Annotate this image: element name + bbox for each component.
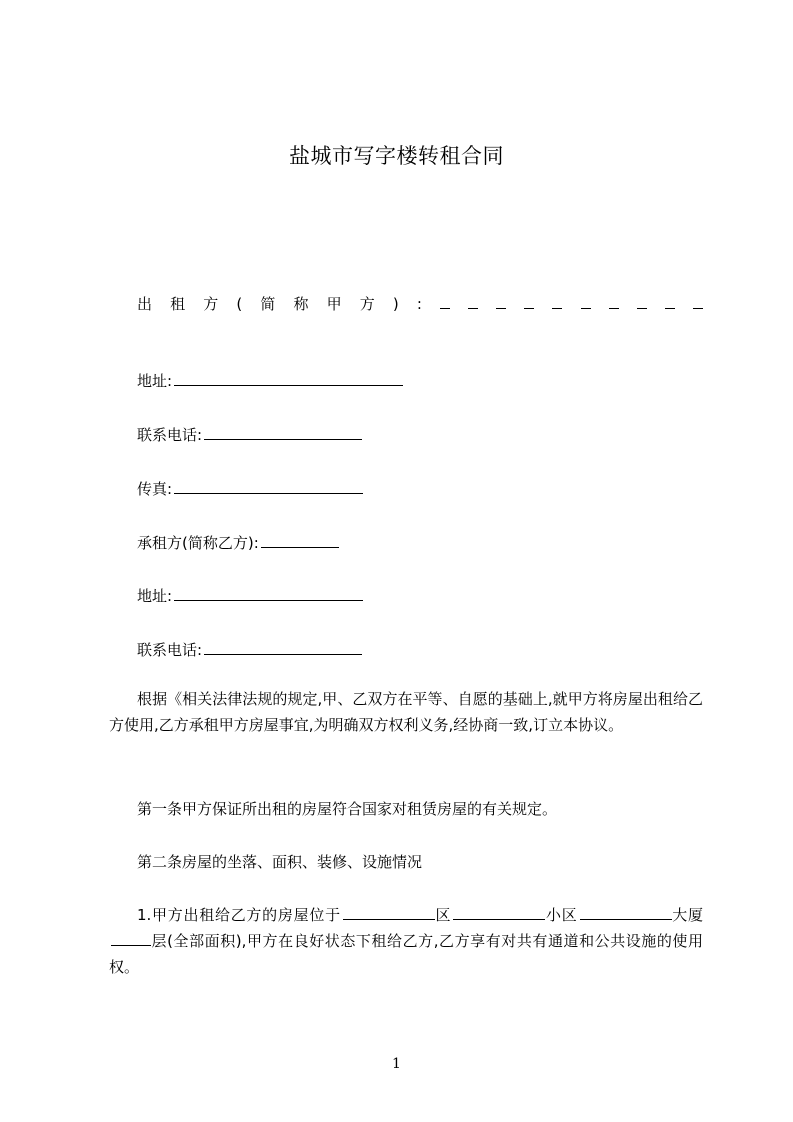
field-label: 联系电话: (137, 426, 203, 444)
blank-dash (524, 294, 534, 309)
field-label: 传真: (137, 480, 173, 498)
lessor-char: 方 (359, 295, 375, 313)
clause-text: 小区 (545, 906, 578, 924)
blank-line (174, 370, 403, 386)
lessor-char: 出 (137, 295, 153, 313)
clause-text: 大厦 (671, 906, 703, 924)
lessor-phone-field (137, 424, 362, 446)
lessor-char: 租 (170, 295, 186, 313)
blank-dash (581, 294, 591, 309)
lessor-char: ( (236, 295, 243, 313)
blank-dash (609, 294, 619, 309)
page-number: 1 (392, 1056, 401, 1072)
lessor-address-field (137, 370, 403, 392)
blank-line (174, 478, 363, 494)
article-one: 第一条甲方保证所出租的房屋符合国家对租赁房屋的有关规定。 (137, 800, 558, 818)
blank-dash (468, 294, 478, 309)
lessor-char: 称 (293, 295, 309, 313)
blank-dash (552, 294, 562, 309)
lessor-fax-field (137, 478, 363, 500)
blank-dash (665, 294, 675, 309)
blank-line (453, 904, 545, 920)
field-label: 地址: (137, 372, 173, 390)
lessor-line (137, 293, 703, 315)
blank-dash (637, 294, 647, 309)
field-label: 地址: (137, 587, 173, 605)
lessor-char: 简 (260, 295, 276, 313)
clause-text: 层(全部面积),甲方在良好状态下租给乙方,乙方享有对共有通道和公共设施的使用权。 (109, 932, 703, 976)
field-label: 承租方(简称乙方): (137, 534, 259, 552)
blank-line (580, 904, 672, 920)
preamble-text: 根据《相关法律法规的规定,甲、乙双方在平等、自愿的基础上,就甲方将房屋出租给乙方使用,乙方承租甲方房屋事宜,为明确双方权利义务,经协商一致,订立本协议。 (109, 690, 703, 734)
blank-line (174, 585, 363, 601)
lessor-char: : (416, 295, 422, 313)
clause-text: 区 (434, 906, 452, 924)
clause-one-paragraph (109, 902, 703, 980)
lessor-char: ) (392, 295, 399, 313)
blank-line (343, 904, 435, 920)
lessee-field (137, 532, 339, 554)
blank-dash (440, 294, 450, 309)
preamble-paragraph (109, 686, 703, 738)
article-two: 第二条房屋的坐落、面积、装修、设施情况 (137, 853, 423, 871)
lessor-char: 方 (203, 295, 219, 313)
lessee-phone-field (137, 639, 362, 661)
blank-dash (496, 294, 506, 309)
blank-line (261, 532, 339, 548)
field-label: 联系电话: (137, 641, 203, 659)
document-title: 盐城市写字楼转租合同 (289, 144, 504, 168)
blank-dash (693, 294, 703, 309)
blank-line (111, 930, 151, 946)
lessor-char: 甲 (326, 295, 342, 313)
blank-line (204, 639, 362, 655)
blank-line (204, 424, 362, 440)
lessee-address-field (137, 585, 363, 607)
clause-text: 1.甲方出租给乙方的房屋位于 (137, 906, 341, 924)
